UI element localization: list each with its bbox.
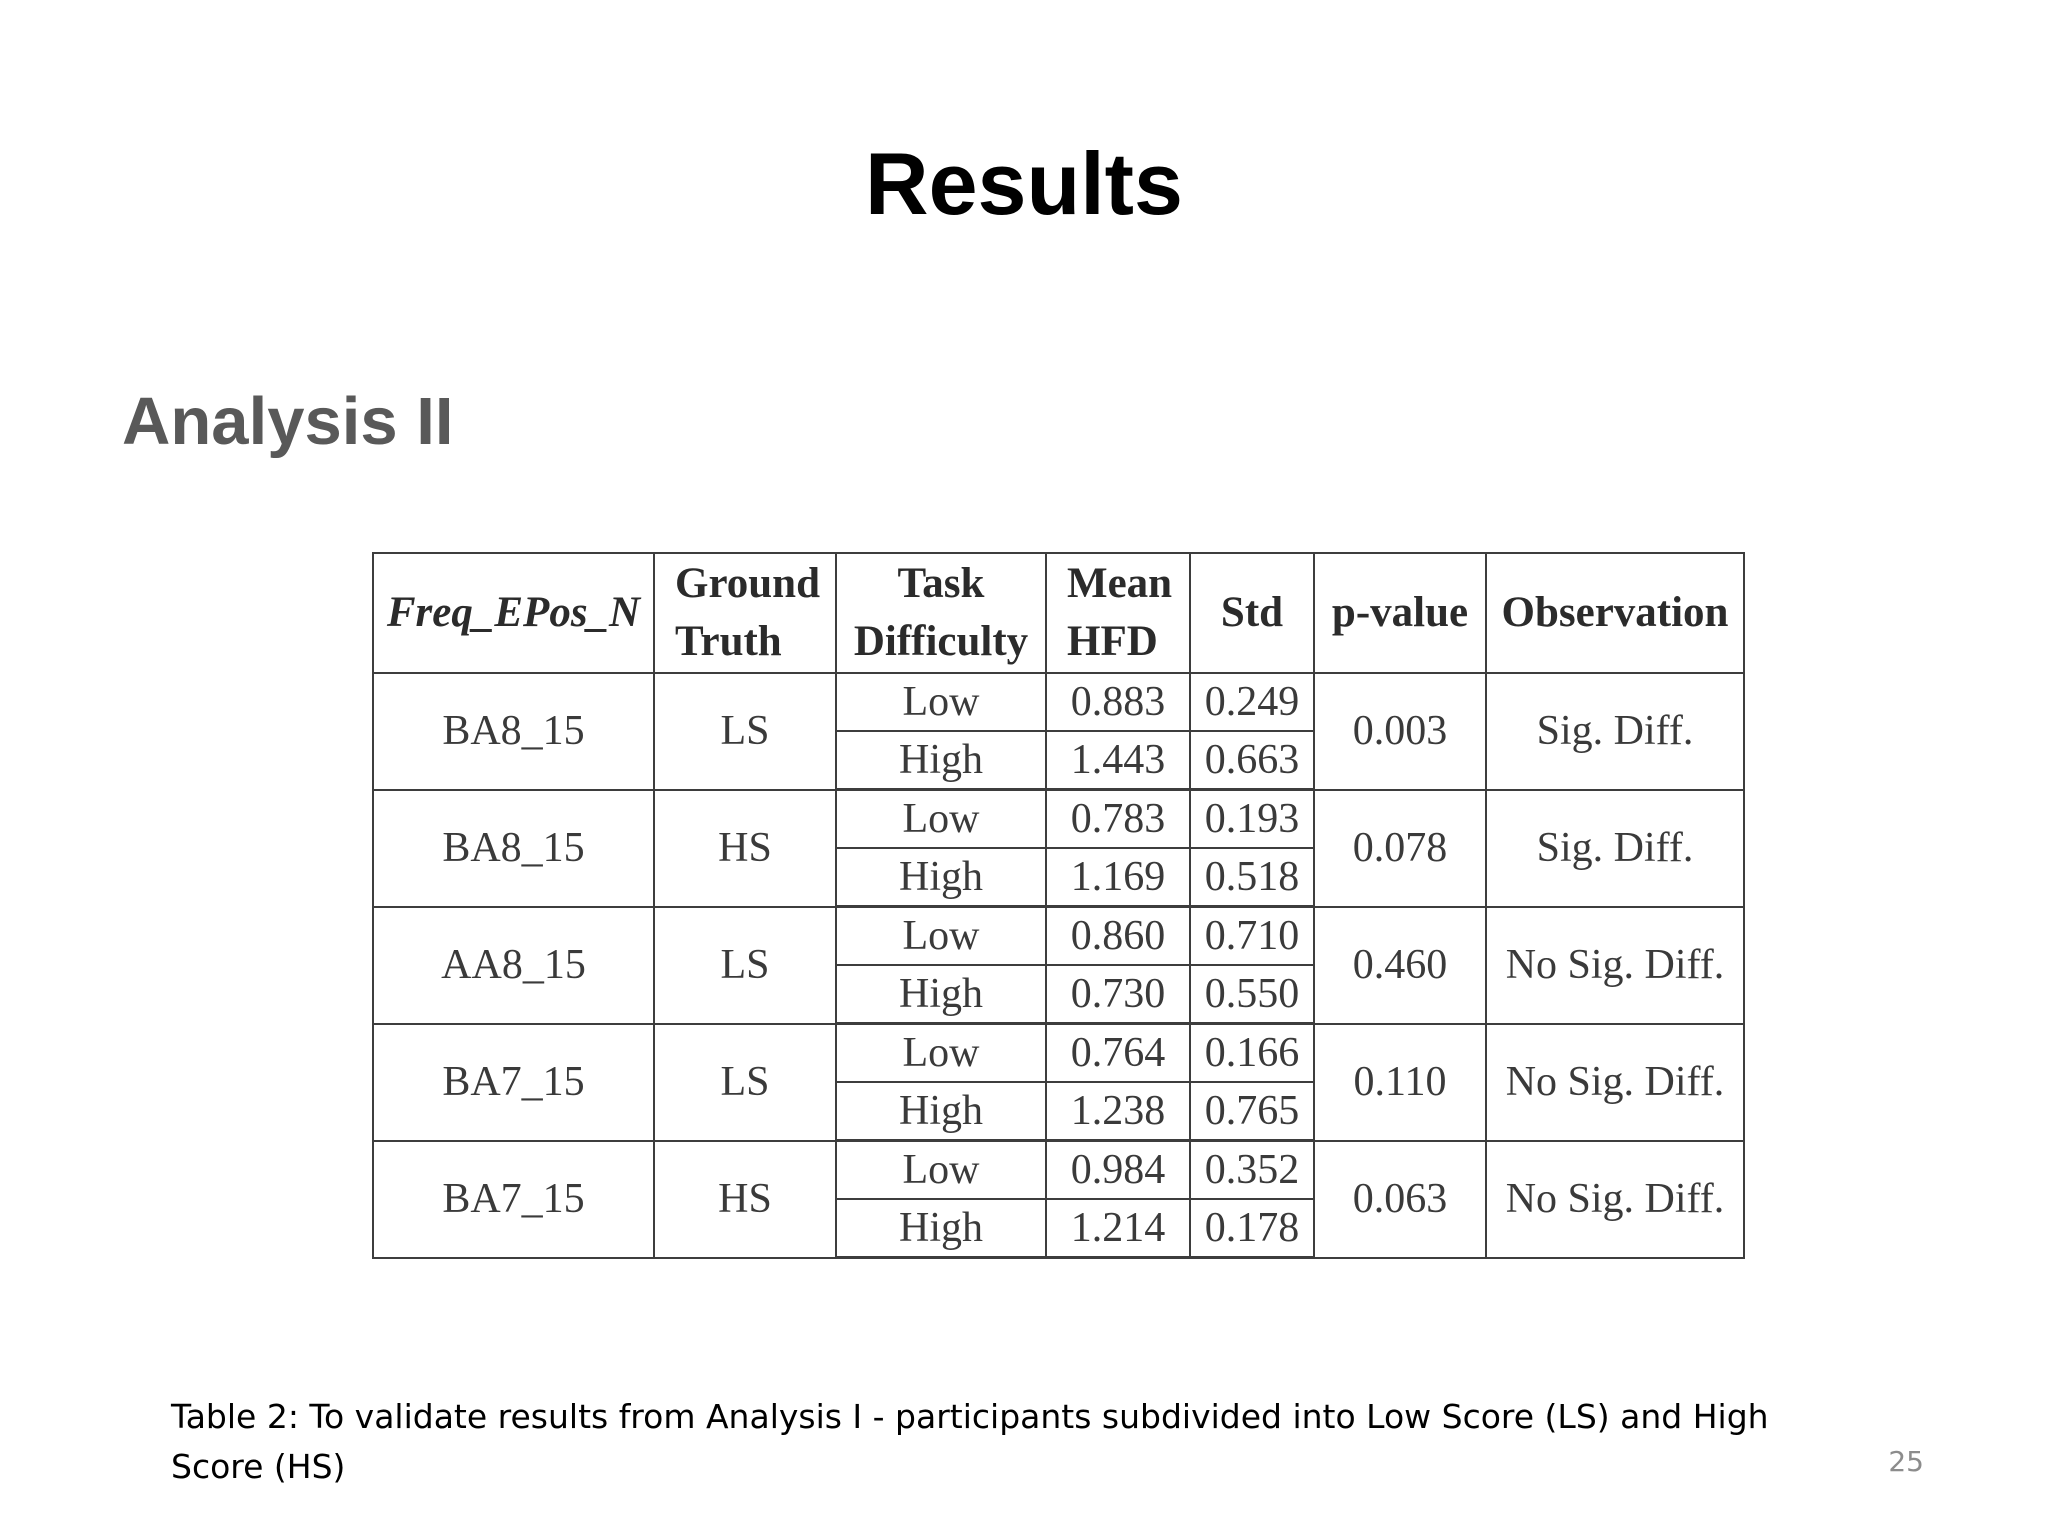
- cell-mean: 0.860: [1046, 907, 1190, 966]
- table-row: [373, 790, 1744, 849]
- cell-pvalue: 0.063: [1314, 1141, 1486, 1258]
- cell-task: Low: [836, 1141, 1046, 1200]
- cell-observation: No Sig. Diff.: [1486, 907, 1744, 1024]
- cell-mean: 0.984: [1046, 1141, 1190, 1200]
- cell-freq: BA7_15: [373, 1024, 654, 1141]
- cell-ground-truth: LS: [654, 1024, 836, 1141]
- cell-task: Low: [836, 1024, 1046, 1083]
- results-table-figure: [372, 552, 1745, 1259]
- cell-pvalue: 0.460: [1314, 907, 1486, 1024]
- cell-ground-truth: LS: [654, 673, 836, 790]
- cell-observation: No Sig. Diff.: [1486, 1024, 1744, 1141]
- table-row: [373, 673, 1744, 731]
- cell-task: Low: [836, 673, 1046, 731]
- cell-freq: AA8_15: [373, 907, 654, 1024]
- cell-pvalue: 0.078: [1314, 790, 1486, 907]
- page-number: 25: [1888, 1445, 1924, 1478]
- cell-mean: 0.883: [1046, 673, 1190, 731]
- header-task-line2: Difficulty: [853, 618, 1029, 665]
- table-row: [373, 907, 1744, 966]
- header-mean-line2: HFD: [1067, 618, 1158, 665]
- cell-observation: Sig. Diff.: [1486, 790, 1744, 907]
- header-freq: Freq_EPos_N: [373, 553, 654, 673]
- cell-std: 0.249: [1190, 673, 1314, 731]
- cell-mean: 0.730: [1046, 965, 1190, 1024]
- cell-ground-truth: LS: [654, 907, 836, 1024]
- table-header-row: [373, 553, 1744, 673]
- slide-title: Results: [865, 134, 1183, 233]
- header-task-line1: Task: [897, 559, 985, 607]
- header-ground-truth: [654, 553, 836, 673]
- section-subtitle: Analysis II: [122, 384, 454, 459]
- cell-std: 0.166: [1190, 1024, 1314, 1083]
- cell-std: 0.518: [1190, 848, 1314, 907]
- cell-mean: 1.443: [1046, 731, 1190, 790]
- cell-task: Low: [836, 907, 1046, 966]
- cell-task: High: [836, 848, 1046, 907]
- header-std: Std: [1190, 553, 1314, 673]
- header-mean-line1: Mean: [1067, 559, 1173, 607]
- cell-std: 0.765: [1190, 1082, 1314, 1141]
- cell-freq: BA7_15: [373, 1141, 654, 1258]
- cell-task: High: [836, 1199, 1046, 1258]
- cell-observation: No Sig. Diff.: [1486, 1141, 1744, 1258]
- cell-std: 0.710: [1190, 907, 1314, 966]
- header-mean-hfd: [1046, 553, 1190, 673]
- cell-std: 0.663: [1190, 731, 1314, 790]
- cell-task: Low: [836, 790, 1046, 849]
- cell-std: 0.193: [1190, 790, 1314, 849]
- cell-mean: 1.169: [1046, 848, 1190, 907]
- results-table: [372, 552, 1745, 1259]
- cell-mean: 1.238: [1046, 1082, 1190, 1141]
- cell-task: High: [836, 731, 1046, 790]
- cell-ground-truth: HS: [654, 1141, 836, 1258]
- table-row: [373, 1141, 1744, 1200]
- cell-freq: BA8_15: [373, 673, 654, 790]
- table-row: [373, 1024, 1744, 1083]
- cell-std: 0.178: [1190, 1199, 1314, 1258]
- cell-task: High: [836, 1082, 1046, 1141]
- cell-mean: 1.214: [1046, 1199, 1190, 1258]
- cell-mean: 0.764: [1046, 1024, 1190, 1083]
- cell-pvalue: 0.110: [1314, 1024, 1486, 1141]
- header-observation: Observation: [1486, 553, 1744, 673]
- header-ground-line2: Truth: [675, 618, 782, 665]
- cell-task: High: [836, 965, 1046, 1024]
- header-ground-line1: Ground: [675, 559, 820, 607]
- cell-pvalue: 0.003: [1314, 673, 1486, 790]
- table-caption: Table 2: To validate results from Analysis I - participants subdivided into Low Score (LS) and High Score (HS): [171, 1397, 1769, 1486]
- header-pvalue: p-value: [1314, 553, 1486, 673]
- cell-observation: Sig. Diff.: [1486, 673, 1744, 790]
- cell-std: 0.352: [1190, 1141, 1314, 1200]
- cell-ground-truth: HS: [654, 790, 836, 907]
- cell-mean: 0.783: [1046, 790, 1190, 849]
- header-task-difficulty: [836, 553, 1046, 673]
- cell-freq: BA8_15: [373, 790, 654, 907]
- cell-std: 0.550: [1190, 965, 1314, 1024]
